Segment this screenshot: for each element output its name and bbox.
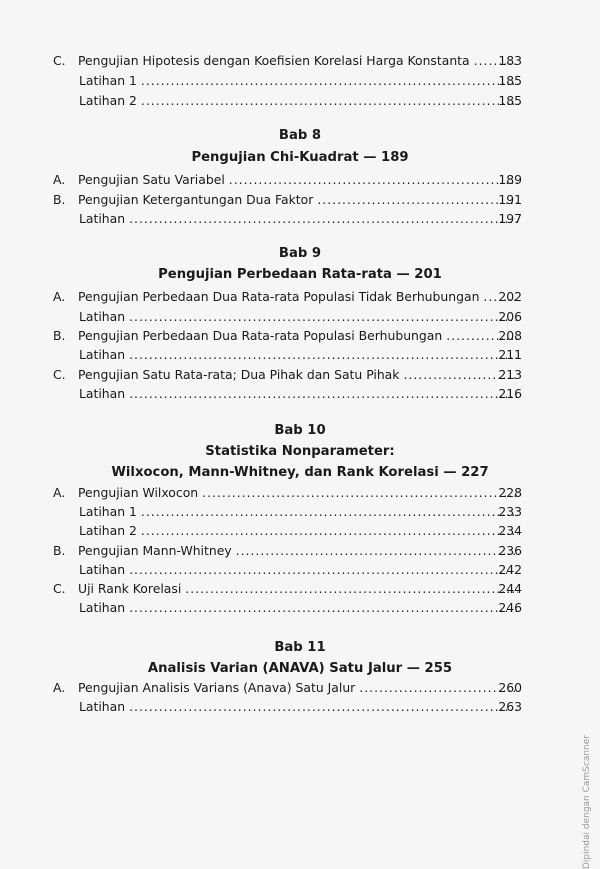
toc-entry (0, 697, 600, 717)
chapter-title: Pengujian Chi-Kuadrat — 189 (191, 150, 409, 165)
entry-letter: A. (53, 485, 66, 500)
toc-entry (0, 598, 600, 618)
entry-page: 189 (498, 172, 522, 187)
entry-label: Pengujian Mann-Whitney (78, 543, 232, 558)
entry-label: Latihan (79, 386, 126, 401)
toc-entry (0, 521, 600, 541)
dot-leader (129, 345, 518, 365)
entry-page: 191 (498, 192, 522, 207)
entry-label: Latihan (79, 562, 126, 577)
dot-leader (236, 541, 518, 561)
toc-entry (0, 287, 600, 307)
toc-entry (0, 71, 600, 91)
dot-leader (141, 502, 518, 522)
entry-page: 216 (498, 386, 522, 401)
entry-label: Latihan 1 (79, 504, 137, 519)
chapter-number: Bab 8 (278, 128, 322, 143)
entry-label: Latihan 2 (79, 523, 137, 538)
toc-entry (0, 579, 600, 599)
dot-leader (141, 91, 518, 111)
entry-letter: A. (53, 289, 66, 304)
entry-page: 246 (498, 600, 522, 615)
entry-letter: B. (53, 192, 66, 207)
toc-entry (0, 502, 600, 522)
entry-page: 233 (498, 504, 522, 519)
toc-entry (0, 51, 600, 71)
dot-leader (129, 209, 518, 229)
entry-page: 228 (498, 485, 522, 500)
toc-entry (0, 384, 600, 404)
toc-entry (0, 170, 600, 190)
entry-label: Pengujian Ketergantungan Dua Faktor (78, 192, 314, 207)
dot-leader (185, 579, 518, 599)
entry-label: Latihan (79, 699, 126, 714)
entry-label: Pengujian Perbedaan Dua Rata-rata Populasi Berhubungan (78, 328, 443, 343)
dot-leader (129, 560, 518, 580)
toc-entry (0, 345, 600, 365)
entry-page: 197 (498, 211, 522, 226)
entry-letter: C. (53, 581, 66, 596)
toc-entry (0, 483, 600, 503)
entry-page: 260 (498, 680, 522, 695)
entry-page: 206 (498, 309, 522, 324)
dot-leader (359, 678, 518, 698)
entry-label: Pengujian Perbedaan Dua Rata-rata Populasi Tidak Berhubungan (78, 289, 480, 304)
toc-entry (0, 190, 600, 210)
entry-letter: A. (53, 680, 66, 695)
toc-entry (0, 91, 600, 111)
dot-leader (129, 598, 518, 618)
entry-page: 202 (498, 289, 522, 304)
dot-leader (202, 483, 518, 503)
entry-label: Latihan 1 (79, 73, 137, 88)
entry-label: Latihan 2 (79, 93, 137, 108)
entry-label: Pengujian Analisis Varians (Anava) Satu Jalur (78, 680, 356, 695)
entry-label: Latihan (79, 309, 126, 324)
toc-entry (0, 365, 600, 385)
entry-label: Pengujian Satu Rata-rata; Dua Pihak dan Satu Pihak (78, 367, 400, 382)
toc-entry (0, 209, 600, 229)
entry-label: Latihan (79, 211, 126, 226)
chapter-number: Bab 10 (274, 423, 326, 438)
entry-label: Pengujian Satu Variabel (78, 172, 225, 187)
entry-page: 185 (498, 93, 522, 108)
toc-entry (0, 560, 600, 580)
entry-page: 234 (498, 523, 522, 538)
toc-entry (0, 326, 600, 346)
chapter-number: Bab 11 (274, 640, 326, 655)
toc-entry (0, 307, 600, 327)
dot-leader (129, 697, 518, 717)
chapter-subtitle: Wilxocon, Mann-Whitney, dan Rank Korelasi — 227 (111, 465, 489, 480)
chapter-title: Pengujian Perbedaan Rata-rata — 201 (158, 267, 442, 282)
entry-page: 213 (498, 367, 522, 382)
entry-page: 263 (498, 699, 522, 714)
entry-label: Latihan (79, 347, 126, 362)
entry-page: 236 (498, 543, 522, 558)
entry-page: 244 (498, 581, 522, 596)
scanner-watermark: Dipindai dengan CamScanner (582, 735, 592, 869)
dot-leader (129, 384, 518, 404)
entry-label: Pengujian Wilxocon (78, 485, 199, 500)
entry-page: 183 (498, 53, 522, 68)
entry-page: 208 (498, 328, 522, 343)
toc-entry (0, 678, 600, 698)
entry-label: Pengujian Hipotesis dengan Koefisien Korelasi Harga Konstanta (78, 53, 470, 68)
entry-letter: A. (53, 172, 66, 187)
entry-letter: B. (53, 328, 66, 343)
chapter-title: Analisis Varian (ANAVA) Satu Jalur — 255 (147, 661, 453, 676)
dot-leader (229, 170, 518, 190)
dot-leader (141, 71, 518, 91)
dot-leader (129, 307, 518, 327)
entry-letter: C. (53, 53, 66, 68)
entry-page: 211 (498, 347, 522, 362)
dot-leader (141, 521, 518, 541)
chapter-number: Bab 9 (278, 246, 322, 261)
toc-entry (0, 541, 600, 561)
entry-letter: C. (53, 367, 66, 382)
dot-leader (317, 190, 518, 210)
entry-letter: B. (53, 543, 66, 558)
entry-page: 242 (498, 562, 522, 577)
entry-label: Uji Rank Korelasi (78, 581, 182, 596)
entry-page: 185 (498, 73, 522, 88)
entry-label: Latihan (79, 600, 126, 615)
chapter-title: Statistika Nonparameter: (205, 444, 395, 459)
